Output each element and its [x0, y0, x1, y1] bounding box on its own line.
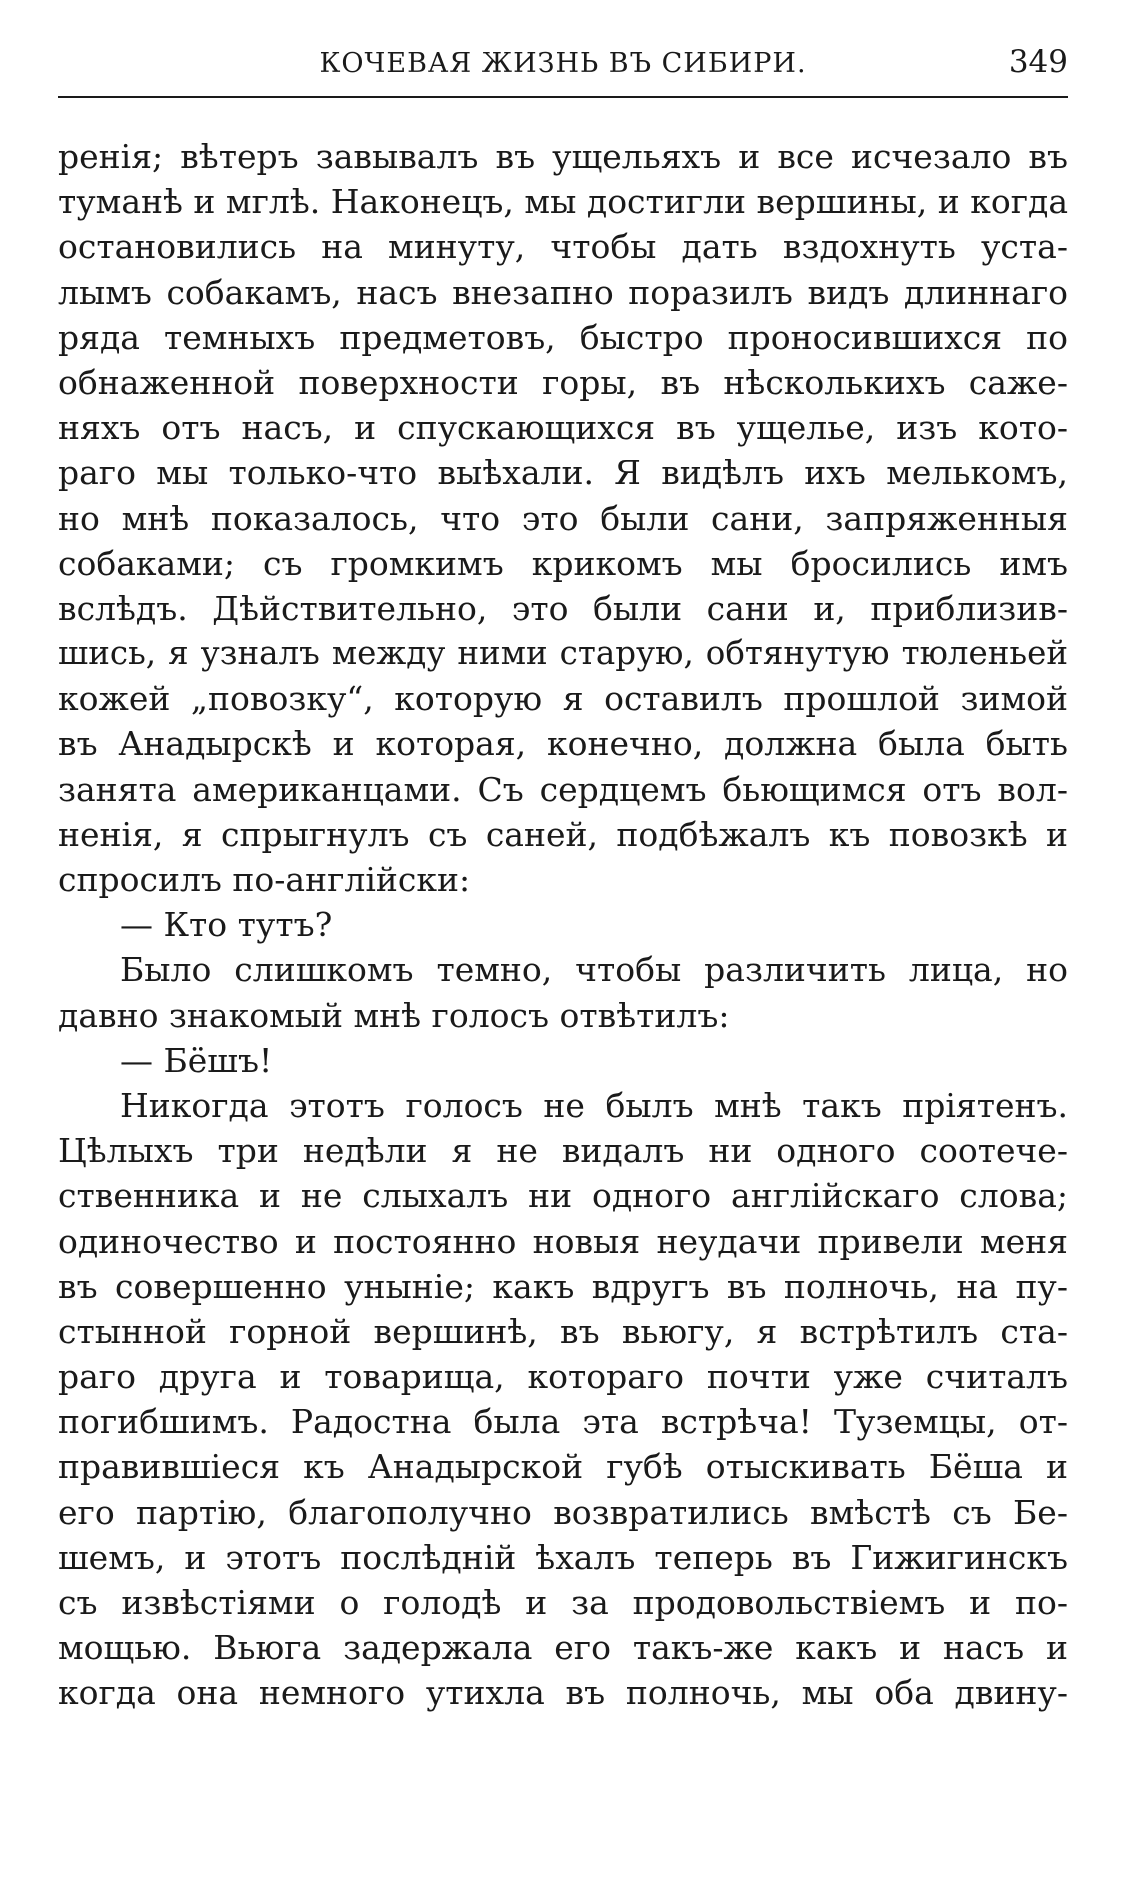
text-line: въ совершенно уныніе; какъ вдругъ въ полночь, на пу-	[58, 1266, 1068, 1306]
text-line: обнаженной поверхности горы, въ нѣсколькихъ саже-	[58, 362, 1068, 402]
text-line: ственника и не слыхалъ ни одного англійскаго слова;	[58, 1176, 1068, 1216]
text-line: — Бёшъ!	[120, 1040, 273, 1080]
text-line: правившіеся къ Анадырской губѣ отыскивать Бёша и	[58, 1447, 1068, 1487]
text-line: раго мы только-что выѣхали. Я видѣлъ ихъ мелькомъ,	[58, 453, 1068, 493]
text-line: остановились на минуту, чтобы дать вздохнуть уста-	[58, 227, 1068, 267]
text-line: — Кто тутъ?	[120, 905, 333, 945]
text-line: спросилъ по-англійски:	[58, 860, 471, 899]
text-line: лымъ собакамъ, насъ внезапно поразилъ видъ длиннаго	[58, 272, 1068, 312]
text-line: ренія; вѣтеръ завывалъ въ ущельяхъ и все исчезало въ	[58, 137, 1068, 176]
page-header	[58, 44, 1068, 88]
body-text	[58, 134, 1068, 1716]
text-line: Никогда этотъ голосъ не былъ мнѣ такъ пріятенъ.	[120, 1085, 1068, 1125]
text-line: съ извѣстіями о голодѣ и за продовольствіемъ и по-	[58, 1583, 1068, 1622]
text-line: мощью. Вьюга задержала его такъ-же какъ и насъ и	[58, 1628, 1068, 1668]
text-line: когда она немного утихла въ полночь, мы оба двину-	[58, 1673, 1068, 1713]
text-line: вслѣдъ. Дѣйствительно, это были сани и, приблизив-	[58, 588, 1068, 628]
text-line: раго друга и товарища, котораго почти уже считалъ	[58, 1357, 1068, 1397]
text-line: погибшимъ. Радостна была эта встрѣча! Туземцы, от-	[58, 1402, 1068, 1442]
text-line: давно знакомый мнѣ голосъ отвѣтилъ:	[58, 995, 730, 1035]
text-line: но мнѣ показалось, что это были сани, запряженныя	[58, 498, 1068, 538]
text-line: шемъ, и этотъ послѣдній ѣхалъ теперь въ Гижигинскъ	[58, 1537, 1068, 1577]
text-line: шись, я узналъ между ними старую, обтянутую тюленьей	[58, 634, 1068, 673]
text-line: собаками; съ громкимъ крикомъ мы бросились имъ	[58, 543, 1068, 583]
text-line: одиночество и постоянно новыя неудачи привели меня	[58, 1221, 1068, 1261]
text-line: ненія, я спрыгнулъ съ саней, подбѣжалъ къ повозкѣ и	[58, 814, 1068, 854]
text-line: няхъ отъ насъ, и спускающихся въ ущелье, изъ кото-	[58, 408, 1068, 448]
header-rule	[58, 96, 1068, 98]
text-line: ряда темныхъ предметовъ, быстро проносившихся по	[58, 317, 1068, 357]
text-line: туманѣ и мглѣ. Наконецъ, мы достигли вершины, и когда	[58, 182, 1068, 222]
text-line: кожей „повозку“, которую я оставилъ прошлой зимой	[58, 679, 1068, 719]
text-line: Было слишкомъ темно, чтобы различить лица, но	[120, 950, 1068, 990]
text-line: Цѣлыхъ три недѣли я не видалъ ни одного соотече-	[58, 1131, 1068, 1171]
text-line: его партію, благополучно возвратились вмѣстѣ съ Бе-	[58, 1492, 1068, 1532]
text-line: въ Анадырскѣ и которая, конечно, должна была быть	[58, 724, 1068, 764]
text-line: занята американцами. Съ сердцемъ бьющимся отъ вол-	[58, 769, 1068, 809]
page-number: 349	[1008, 44, 1068, 80]
running-title: КОЧЕВАЯ ЖИЗНЬ ВЪ СИБИРИ.	[319, 48, 807, 79]
text-line: стынной горной вершинѣ, въ вьюгу, я встрѣтилъ ста-	[58, 1311, 1068, 1351]
